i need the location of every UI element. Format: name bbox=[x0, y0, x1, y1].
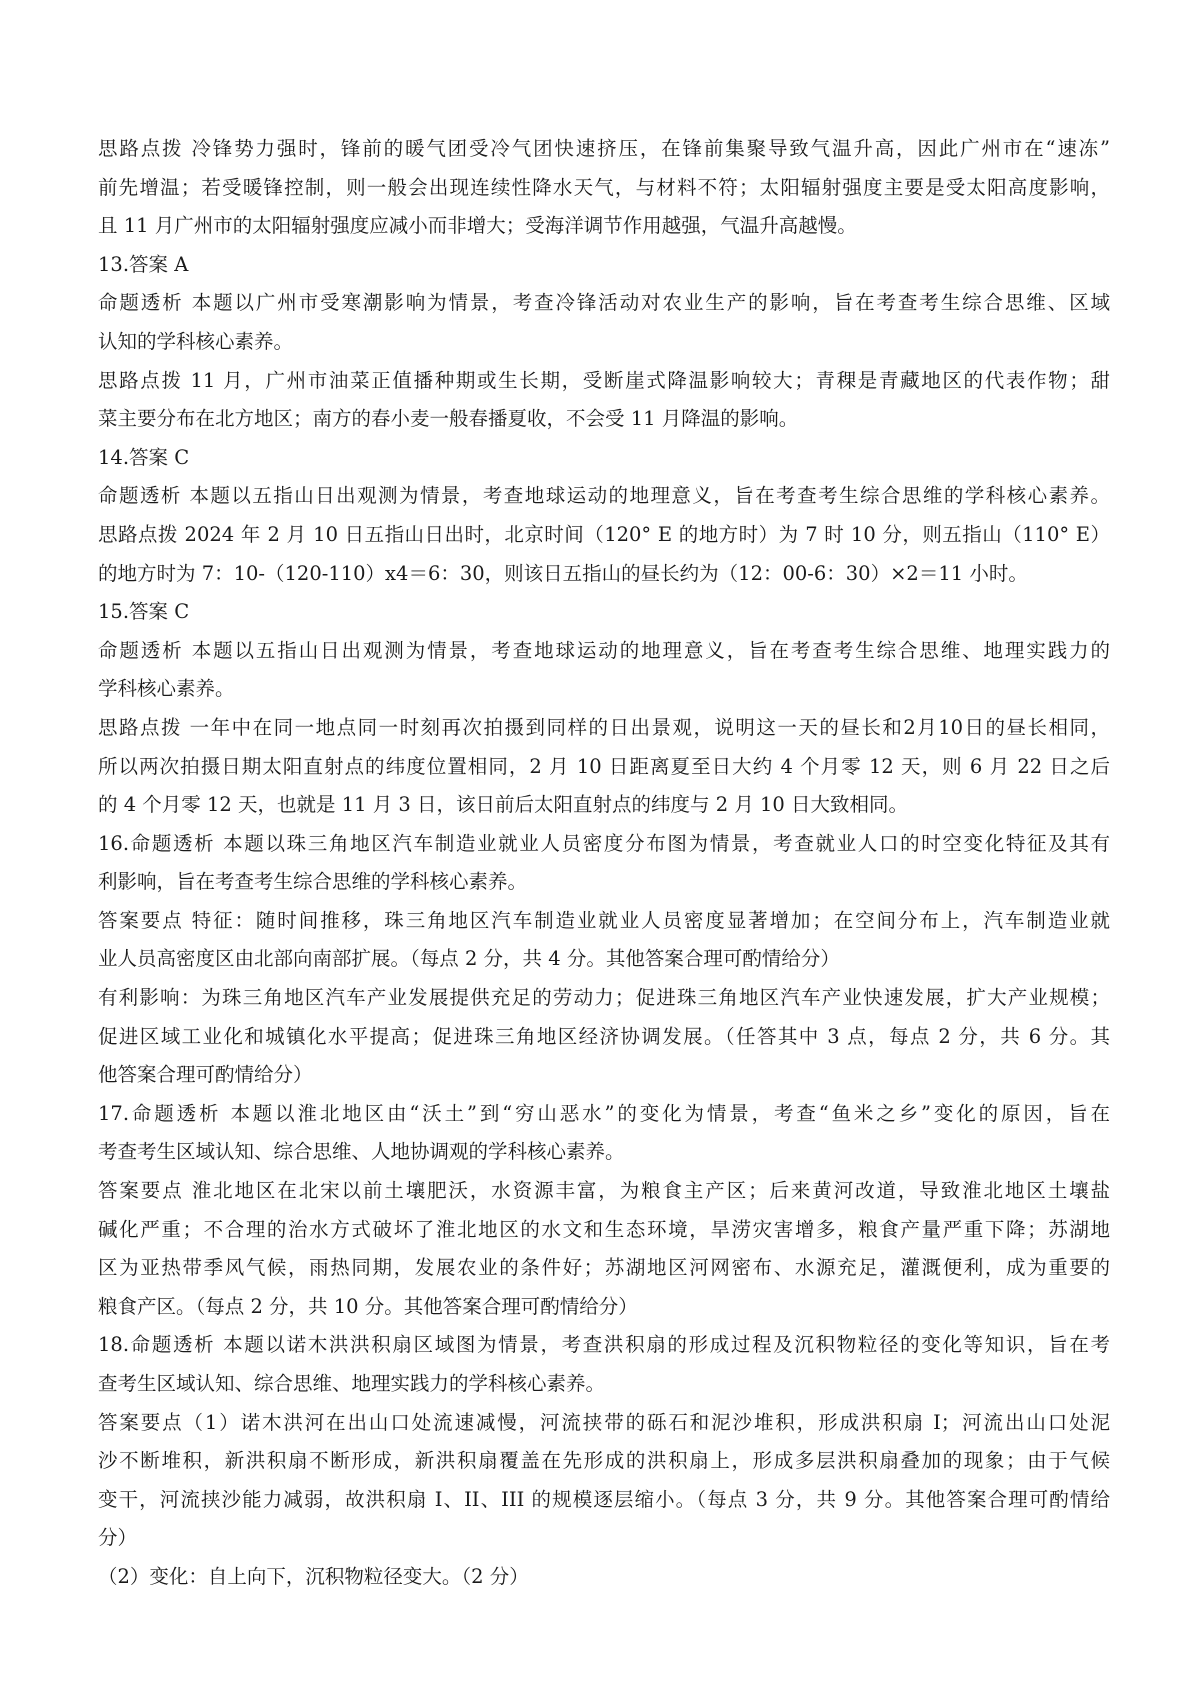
text-line: 的 4 个月零 12 天，也就是 11 月 3 日，该日前后太阳直射点的纬度与 2 月 10 日大致相同。 bbox=[98, 793, 909, 817]
text-line: 18.命题透析 本题以诺木洪洪积扇区域图为情景，考查洪积扇的形成过程及沉积物粒径的变化等知识，旨在考 bbox=[98, 1333, 1110, 1357]
text-line: 17.命题透析 本题以淮北地区由“沃土”到“穷山恶水”的变化为情景，考查“鱼米之乡”变化的原因，旨在 bbox=[98, 1101, 1110, 1125]
text-line: 思路点拨 冷锋势力强时，锋前的暖气团受冷气团快速挤压，在锋前集聚导致气温升高，因此广州市在“速冻” bbox=[98, 137, 1110, 160]
document-page bbox=[98, 130, 1110, 1597]
text-line: 认知的学科核心素养。 bbox=[98, 329, 294, 353]
text-line: 答案要点（1）诺木洪河在出山口处流速减慢，河流挟带的砾石和泥沙堆积，形成洪积扇 I；河流出山口处泥 bbox=[98, 1410, 1110, 1434]
text-line: 菜主要分布在北方地区；南方的春小麦一般春播夏收，不会受 11 月降温的影响。 bbox=[98, 407, 799, 431]
text-line: 有利影响：为珠三角地区汽车产业发展提供充足的劳动力；促进珠三角地区汽车产业快速发展，扩大产业规模； bbox=[98, 986, 1110, 1010]
text-line: 区为亚热带季风气候，雨热同期，发展农业的条件好；苏湖地区河网密布、水源充足，灌溉便利，成为重要的 bbox=[98, 1256, 1110, 1280]
text-line: 所以两次拍摄日期太阳直射点的纬度位置相同，2 月 10 日距离夏至日大约 4 个月零 12 天，则 6 月 22 日之后 bbox=[98, 754, 1110, 778]
text-line: 14.答案 C bbox=[98, 445, 190, 469]
text-line: 碱化严重；不合理的治水方式破坏了淮北地区的水文和生态环境，旱涝灾害增多，粮食产量严重下降；苏湖地 bbox=[98, 1217, 1110, 1241]
text-line: 他答案合理可酌情给分） bbox=[98, 1063, 313, 1087]
text-line: 答案要点 特征：随时间推移，珠三角地区汽车制造业就业人员密度显著增加；在空间分布上，汽车制造业就 bbox=[98, 908, 1110, 932]
text-line: 答案要点 淮北地区在北宋以前土壤肥沃，水资源丰富，为粮食主产区；后来黄河改道，导致淮北地区土壤盐 bbox=[98, 1179, 1110, 1203]
text-line: 分） bbox=[98, 1526, 138, 1550]
text-line: 考查考生区域认知、综合思维、人地协调观的学科核心素养。 bbox=[98, 1140, 625, 1164]
text-line: 命题透析 本题以五指山日出观测为情景，考查地球运动的地理意义，旨在考查考生综合思维、地理实践力的 bbox=[98, 638, 1110, 662]
text-line: 前先增温；若受暖锋控制，则一般会出现连续性降水天气，与材料不符；太阳辐射强度主要是受太阳高度影响， bbox=[98, 175, 1110, 199]
text-line: 利影响，旨在考查考生综合思维的学科核心素养。 bbox=[98, 870, 528, 894]
text-line: 促进区域工业化和城镇化水平提高；促进珠三角地区经济协调发展。（任答其中 3 点，每点 2 分，共 6 分。其 bbox=[98, 1024, 1110, 1048]
text-line: 业人员高密度区由北部向南部扩展。（每点 2 分，共 4 分。其他答案合理可酌情给分） bbox=[98, 947, 840, 971]
text-line: 思路点拨 一年中在同一地点同一时刻再次拍摄到同样的日出景观，说明这一天的昼长和2月10日的昼长相同， bbox=[98, 715, 1110, 739]
text-line: 命题透析 本题以广州市受寒潮影响为情景，考查冷锋活动对农业生产的影响，旨在考查考生综合思维、区域 bbox=[98, 291, 1110, 315]
text-line: 命题透析 本题以五指山日出观测为情景，考查地球运动的地理意义，旨在考查考生综合思维的学科核心素养。 bbox=[98, 484, 1110, 508]
text-line: 13.答案 A bbox=[98, 252, 189, 276]
text-line: 学科核心素养。 bbox=[98, 677, 235, 701]
text-line: 的地方时为 7：10-（120-110）x4＝6：30，则该日五指山的昼长约为（12：00-6：30）×2＝11 小时。 bbox=[98, 561, 1028, 585]
text-line: 思路点拨 2024 年 2 月 10 日五指山日出时，北京时间（120° E 的地方时）为 7 时 10 分，则五指山（110° E） bbox=[98, 522, 1110, 546]
text-line: 思路点拨 11 月，广州市油菜正值播种期或生长期，受断崖式降温影响较大；青稞是青藏地区的代表作物；甜 bbox=[98, 368, 1110, 392]
text-line: 粮食产区。（每点 2 分，共 10 分。其他答案合理可酌情给分） bbox=[98, 1294, 638, 1318]
text-line: 沙不断堆积，新洪积扇不断形成，新洪积扇覆盖在先形成的洪积扇上，形成多层洪积扇叠加的现象；由于气候 bbox=[98, 1449, 1110, 1473]
text-line: 15.答案 C bbox=[98, 600, 190, 624]
text-line: （2）变化：自上向下，沉积物粒径变大。（2 分） bbox=[98, 1564, 529, 1588]
text-line: 16.命题透析 本题以珠三角地区汽车制造业就业人员密度分布图为情景，考查就业人口的时空变化特征及其有 bbox=[98, 831, 1110, 855]
text-line: 查考生区域认知、综合思维、地理实践力的学科核心素养。 bbox=[98, 1372, 606, 1395]
text-line: 变干，河流挟沙能力减弱，故洪积扇 I、II、III 的规模逐层缩小。（每点 3 分，共 9 分。其他答案合理可酌情给 bbox=[98, 1487, 1110, 1511]
text-line: 且 11 月广州市的太阳辐射强度应减小而非增大；受海洋调节作用越强，气温升高越慢。 bbox=[98, 214, 857, 238]
